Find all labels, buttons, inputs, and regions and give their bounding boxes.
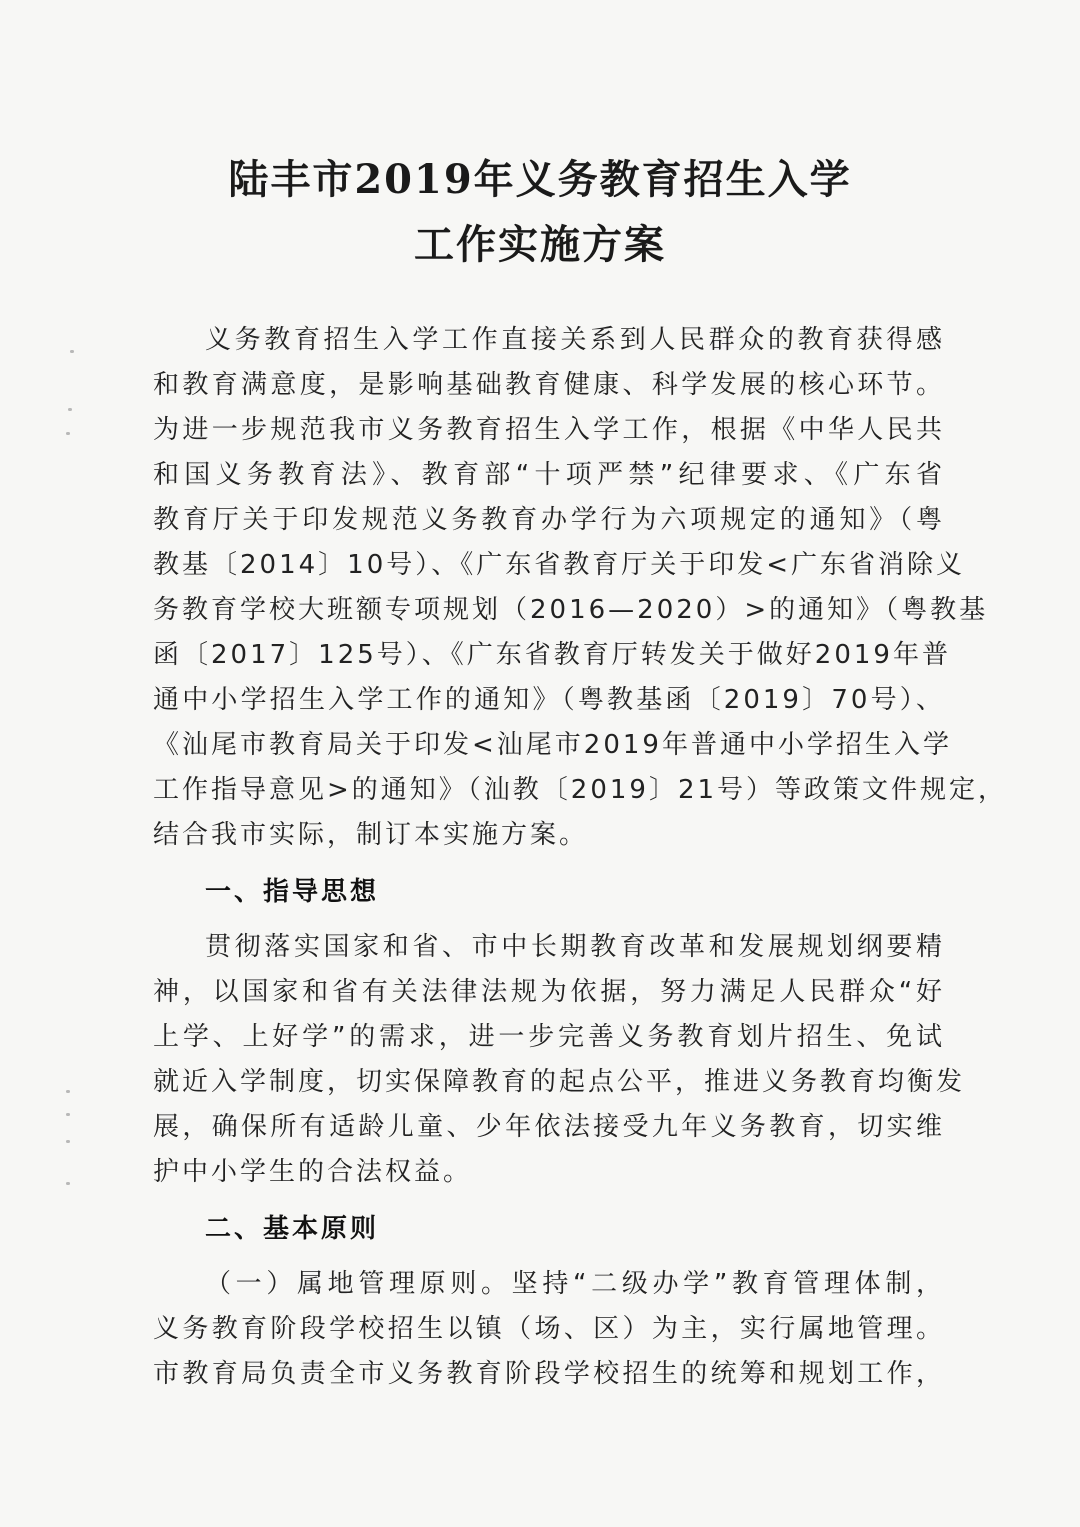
scan-mark	[66, 1182, 70, 1185]
scan-mark	[66, 1090, 70, 1093]
paragraph-line: 和教育满意度，是影响基础教育健康、科学发展的核心环节。	[153, 370, 945, 400]
paragraph-line: 贯彻落实国家和省、市中长期教育改革和发展规划纲要精	[205, 932, 945, 962]
paragraph-line: 结合我市实际，制订本实施方案。	[153, 820, 589, 850]
paragraph-line: 义务教育招生入学工作直接关系到人民群众的教育获得感	[205, 325, 945, 355]
scan-mark	[66, 432, 70, 435]
paragraph-line: 和国义务教育法》、教育部“十项严禁”纪律要求、《广东省	[153, 460, 945, 490]
document-title-line-1: 陆丰市2019年义务教育招生入学	[228, 156, 852, 203]
section-heading: 二、基本原则	[205, 1214, 380, 1244]
paragraph-line: 通中小学招生入学工作的通知》（粤教基函〔2019〕70号）、	[153, 685, 945, 715]
scan-mark	[70, 350, 74, 353]
paragraph-line: 函〔2017〕125号）、《广东省教育厅转发关于做好2019年普	[153, 640, 951, 670]
paragraph-line: 就近入学制度，切实保障教育的起点公平，推进义务教育均衡发	[153, 1067, 966, 1097]
paragraph-line: 教基〔2014〕10号）、《广东省教育厅关于印发<广东省消除义	[153, 550, 966, 580]
document-title-line-2: 工作实施方案	[414, 221, 666, 268]
paragraph-line: 义务教育阶段学校招生以镇（场、区）为主，实行属地管理。	[153, 1314, 945, 1344]
paragraph-line: 上学、上好学”的需求，进一步完善义务教育划片招生、免试	[153, 1022, 945, 1052]
paragraph-line: 工作指导意见>的通知》（汕教〔2019〕21号）等政策文件规定，	[153, 775, 1008, 805]
paragraph-line: 市教育局负责全市义务教育阶段学校招生的统筹和规划工作，	[153, 1359, 945, 1389]
paragraph-line: 神，以国家和省有关法律法规为依据，努力满足人民群众“好	[153, 977, 945, 1007]
section-heading: 一、指导思想	[205, 877, 380, 907]
paragraph-line: 教育厅关于印发规范义务教育办学行为六项规定的通知》（粤	[153, 505, 945, 535]
paragraph-line: 为进一步规范我市义务教育招生入学工作，根据《中华人民共	[153, 415, 945, 445]
scan-mark	[66, 1140, 70, 1143]
paragraph-line: 展，确保所有适龄儿童、少年依法接受九年义务教育，切实维	[153, 1112, 945, 1142]
paragraph-line: 务教育学校大班额专项规划（2016—2020）>的通知》（粤教基	[153, 595, 989, 625]
scan-mark	[68, 408, 72, 411]
paragraph-line: 《汕尾市教育局关于印发<汕尾市2019年普通中小学招生入学	[153, 730, 952, 760]
scan-mark	[66, 1113, 70, 1116]
paragraph-line: 护中小学生的合法权益。	[153, 1157, 473, 1187]
paragraph-line: （一）属地管理原则。坚持“二级办学”教育管理体制，	[205, 1269, 945, 1299]
